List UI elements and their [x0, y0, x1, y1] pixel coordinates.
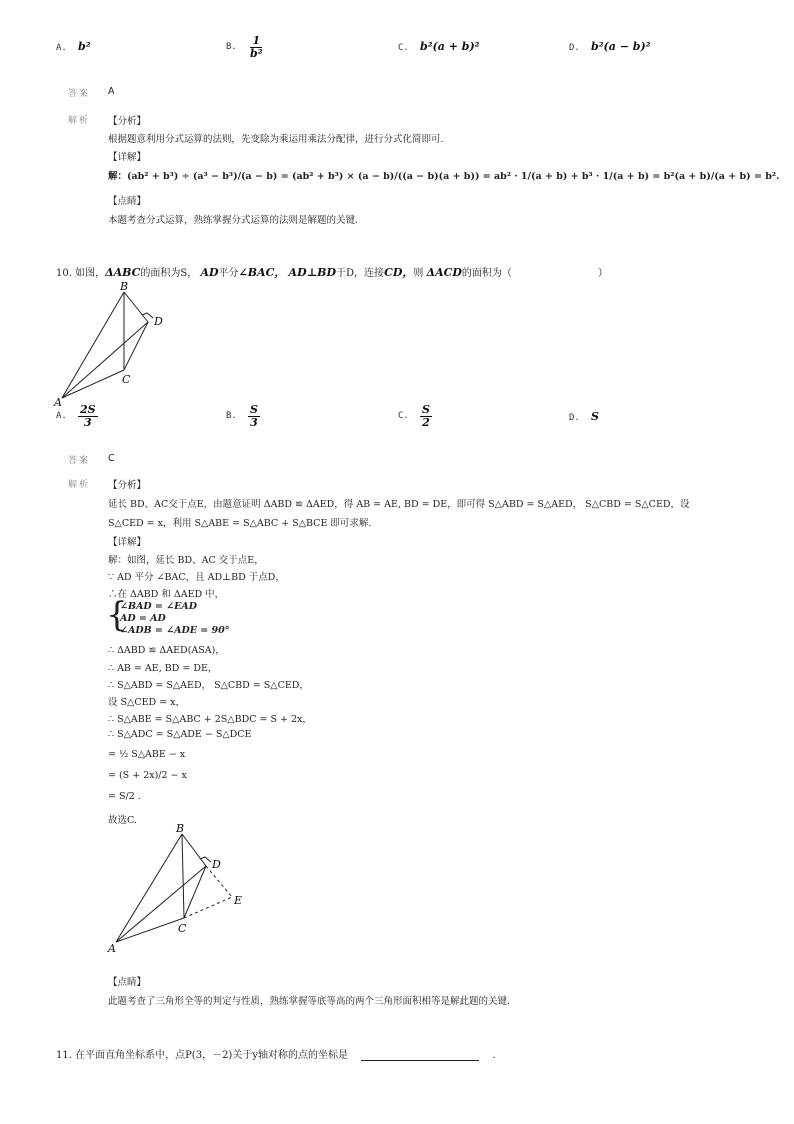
q10-figure	[50, 278, 180, 408]
answer-value: C	[108, 453, 115, 464]
segment-ac	[116, 918, 184, 942]
segment-ab	[62, 292, 124, 398]
system-line-2: AD = AD	[120, 613, 166, 624]
proof-line-4: ∴ ΔABD ≌ ΔAED(ASA)，	[108, 645, 225, 656]
option-letter: D.	[569, 43, 580, 53]
proof-line-3: ∴在 ΔABD 和 ΔAED 中，	[108, 589, 225, 600]
label-e: E	[234, 894, 243, 907]
q11-stem: 11. 在平面直角坐标系中，点P(3，－2)关于y轴对称的点的坐标是 .	[56, 1050, 496, 1061]
detail-equation: 解：(ab² + b³) ÷ (a³ − b³)/(a − b) = (ab² + b³) × (a − b)/((a − b)(a + b)) = ab² · 1/(a + b) + b³ · 1/(a + b) = b²(a + b)/(a + b) = b².	[108, 171, 780, 182]
option-expression: b²	[78, 40, 91, 53]
detail-tag: 【详解】	[108, 537, 147, 548]
q10-stem: 10. 如图，ΔABC的面积为S， AD平分∠BAC， AD⊥BD于D，连接CD，则 ΔACD的面积为（ ）	[56, 266, 608, 279]
label-a: A	[108, 942, 116, 955]
comment-tag: 【点睛】	[108, 196, 147, 207]
proof-line-11: = (S + 2x)/2 − x	[108, 770, 187, 781]
option-letter: A.	[56, 43, 67, 53]
option-letter: C.	[398, 43, 409, 53]
option-letter: B.	[226, 411, 237, 422]
q9-option-b[interactable]	[226, 35, 265, 59]
proof-line-7: 设 S△CED = x，	[108, 697, 186, 708]
answer-value: A	[108, 86, 115, 97]
label-a: A	[54, 396, 62, 408]
comment-tag: 【点睛】	[108, 977, 147, 988]
proof-line-5: ∴ AB = AE, BD = DE，	[108, 663, 218, 674]
segment-bc	[182, 834, 184, 918]
proof-line-2: ∵ AD 平分 ∠BAC，且 AD⊥BD 于点D，	[108, 572, 285, 583]
label-b: B	[120, 280, 129, 293]
option-letter: C.	[398, 411, 409, 422]
segment-ac	[62, 370, 124, 398]
q9-option-d[interactable]	[569, 40, 650, 53]
option-fraction: $\frac{S}{3}$	[250, 403, 258, 429]
option-letter: B.	[226, 42, 237, 53]
segment-ab	[116, 834, 182, 942]
system-line-3: ∠ADB = ∠ADE = 90°	[120, 625, 230, 636]
option-expression: b²(a − b)²	[591, 40, 651, 53]
proof-line-12: = S/2 .	[108, 791, 141, 802]
segment-ad	[116, 866, 206, 942]
option-fraction: $\frac{1}{\text{b²}}$	[250, 34, 263, 60]
answer-blank[interactable]	[361, 1048, 479, 1061]
q10-option-d[interactable]	[569, 410, 599, 423]
q10-option-b[interactable]	[226, 404, 260, 428]
q9-option-c[interactable]	[398, 40, 479, 53]
option-expression: S	[591, 410, 599, 423]
proof-line-13: 故选C.	[108, 815, 137, 826]
answer-label: 答案	[68, 456, 91, 466]
explain-label: 解析	[68, 116, 91, 126]
proof-line-6: ∴ S△ABD = S△AED， S△CBD = S△CED，	[108, 680, 309, 691]
option-fraction: $\frac{2S}{3}$	[80, 403, 96, 429]
segment-bd	[124, 292, 148, 322]
comment-text: 本题考查分式运算，熟练掌握分式运算的法则是解题的关键.	[108, 215, 359, 226]
analysis-text: 根据题意利用分式运算的法则，先变除为乘运用乘法分配律，进行分式化简即可.	[108, 134, 444, 145]
label-c: C	[178, 922, 187, 935]
proof-line-9: ∴ S△ADC = S△ADE − S△DCE	[108, 729, 252, 740]
q10-solution-figure	[104, 822, 264, 957]
segment-ad	[62, 322, 148, 398]
segment-bd	[182, 834, 206, 866]
option-fraction: $\frac{S}{2}$	[422, 403, 430, 429]
label-d: D	[212, 858, 221, 871]
label-c: C	[122, 373, 131, 386]
analysis-text-1: 延长 BD、AC交于点E，由题意证明 ΔABD ≌ ΔAED，得 AB = AE, BD = DE，即可得 S△ABD = S△AED， S△CBD = S△CED，设	[108, 499, 690, 510]
option-expression: b²(a + b)²	[420, 40, 480, 53]
comment-text: 此题考查了三角形全等的判定与性质，熟练掌握等底等高的两个三角形面积相等是解此题的关键.	[108, 996, 511, 1007]
system-brace: {	[106, 595, 128, 635]
option-letter: D.	[569, 413, 580, 423]
proof-line-10: = ½ S△ABE − x	[108, 749, 186, 760]
answer-label: 答案	[68, 89, 91, 99]
q10-option-c[interactable]	[398, 404, 432, 428]
segment-dc	[124, 322, 148, 370]
q9-option-a[interactable]	[56, 40, 91, 53]
proof-line-1: 解：如图，延长 BD、AC 交于点E，	[108, 555, 264, 566]
analysis-text-2: S△CED = x，利用 S△ABE = S△ABC + S△BCE 即可求解.	[108, 518, 372, 529]
explain-label: 解析	[68, 480, 91, 490]
proof-line-8: ∴ S△ABE = S△ABC + 2S△BDC = S + 2x，	[108, 714, 312, 725]
label-d: D	[154, 315, 163, 328]
analysis-tag: 【分析】	[108, 480, 147, 491]
system-line-1: ∠BAD = ∠EAD	[120, 601, 197, 612]
q10-option-a[interactable]	[56, 404, 98, 428]
analysis-tag: 【分析】	[108, 116, 147, 127]
option-letter: A.	[56, 411, 67, 422]
label-b: B	[176, 822, 185, 835]
detail-tag: 【详解】	[108, 152, 147, 163]
